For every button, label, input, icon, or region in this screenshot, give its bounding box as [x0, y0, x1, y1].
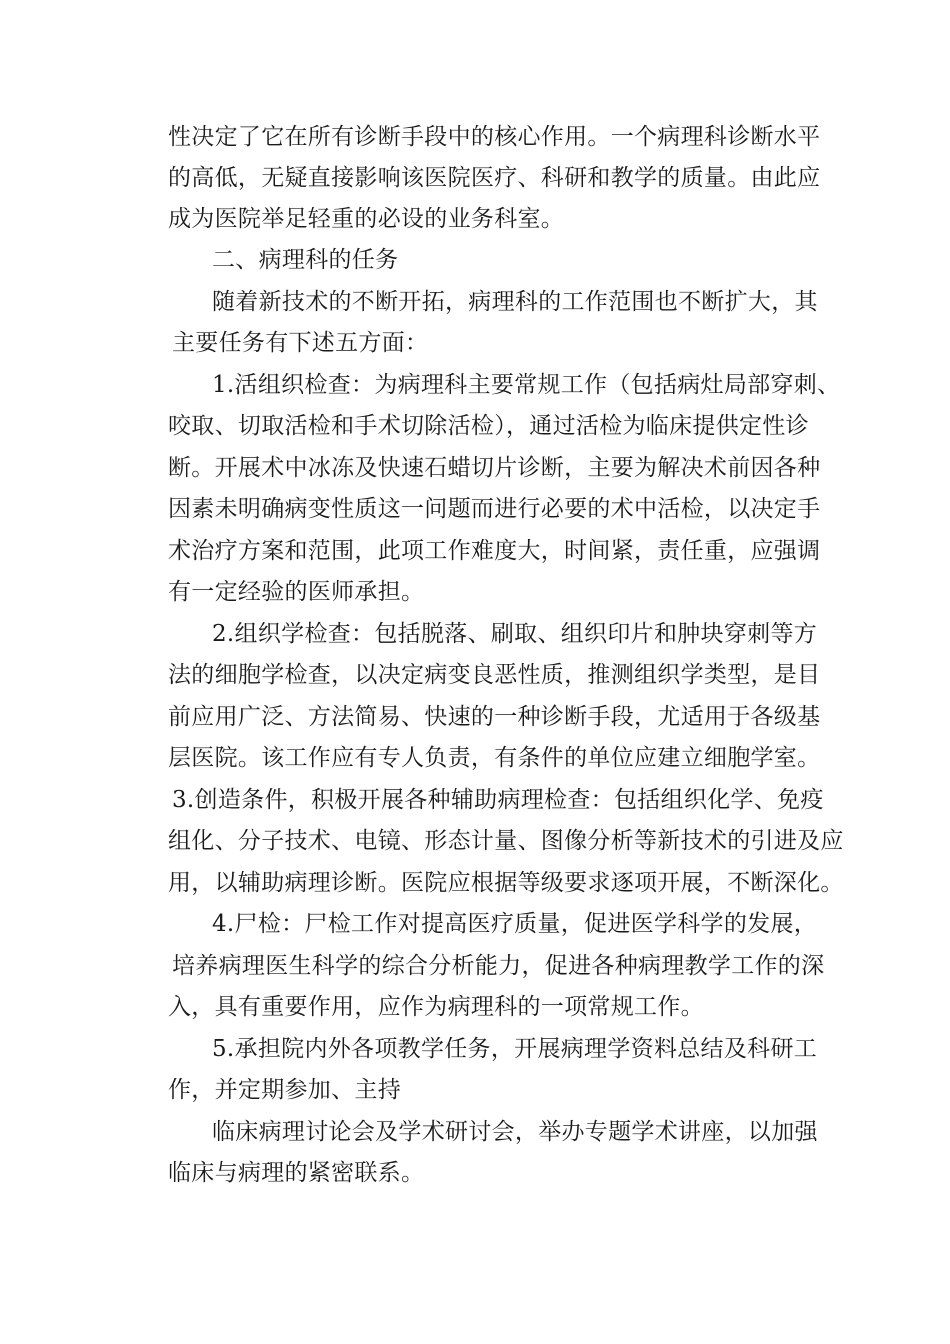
text-line: 作，并定期参加、主持: [168, 1077, 401, 1103]
text-line: 用，以辅助病理诊断。医院应根据等级要求逐项开展，不断深化。: [168, 870, 844, 896]
text-line: 5.承担院内外各项教学任务，开展病理学资料总结及科研工: [212, 1036, 818, 1062]
text-line: 术治疗方案和范围，此项工作难度大，时间紧，责任重，应强调: [168, 538, 821, 564]
text-line: 4.尸检：尸检工作对提高医疗质量，促进医学科学的发展，: [212, 911, 818, 937]
text-line: 前应用广泛、方法简易、快速的一种诊断手段，尤适用于各级基: [168, 704, 821, 730]
text-line: 3.创造条件，积极开展各种辅助病理检查：包括组织化学、免疫: [172, 787, 824, 813]
text-line: 入，具有重要作用，应作为病理科的一项常规工作。: [168, 994, 704, 1020]
text-line: 有一定经验的医师承担。: [168, 579, 425, 605]
text-line: 法的细胞学检查，以决定病变良恶性质，推测组织学类型，是目: [168, 662, 821, 688]
text-line: 的高低，无疑直接影响该医院医疗、科研和教学的质量。由此应: [168, 165, 821, 191]
text-line: 组化、分子技术、电镜、形态计量、图像分析等新技术的引进及应: [168, 828, 844, 854]
text-line: 咬取、切取活检和手术切除活检），通过活检为临床提供定性诊: [168, 413, 809, 439]
text-line: 临床病理讨论会及学术研讨会，举办专题学术讲座，以加强: [212, 1119, 818, 1145]
text-line: 主要任务有下述五方面：: [172, 330, 429, 356]
heading-line: 二、病理科的任务: [212, 247, 399, 273]
text-line: 因素未明确病变性质这一问题而进行必要的术中活检，以决定手: [168, 496, 821, 522]
text-line: 性决定了它在所有诊断手段中的核心作用。一个病理科诊断水平: [168, 124, 821, 150]
text-line: 层医院。该工作应有专人负责，有条件的单位应建立细胞学室。: [168, 745, 821, 771]
text-line: 临床与病理的紧密联系。: [168, 1160, 425, 1186]
text-line: 1.活组织检查：为病理科主要常规工作（包括病灶局部穿刺、: [212, 372, 841, 398]
text-line: 2.组织学检查：包括脱落、刷取、组织印片和肿块穿刺等方: [212, 621, 818, 647]
text-line: 培养病理医生科学的综合分析能力，促进各种病理教学工作的深: [172, 953, 825, 979]
text-line: 断。开展术中冰冻及快速石蜡切片诊断，主要为解决术前因各种: [168, 455, 821, 481]
text-line: 成为医院举足轻重的必设的业务科室。: [168, 206, 565, 232]
text-line: 随着新技术的不断开拓，病理科的工作范围也不断扩大，其: [212, 289, 818, 315]
